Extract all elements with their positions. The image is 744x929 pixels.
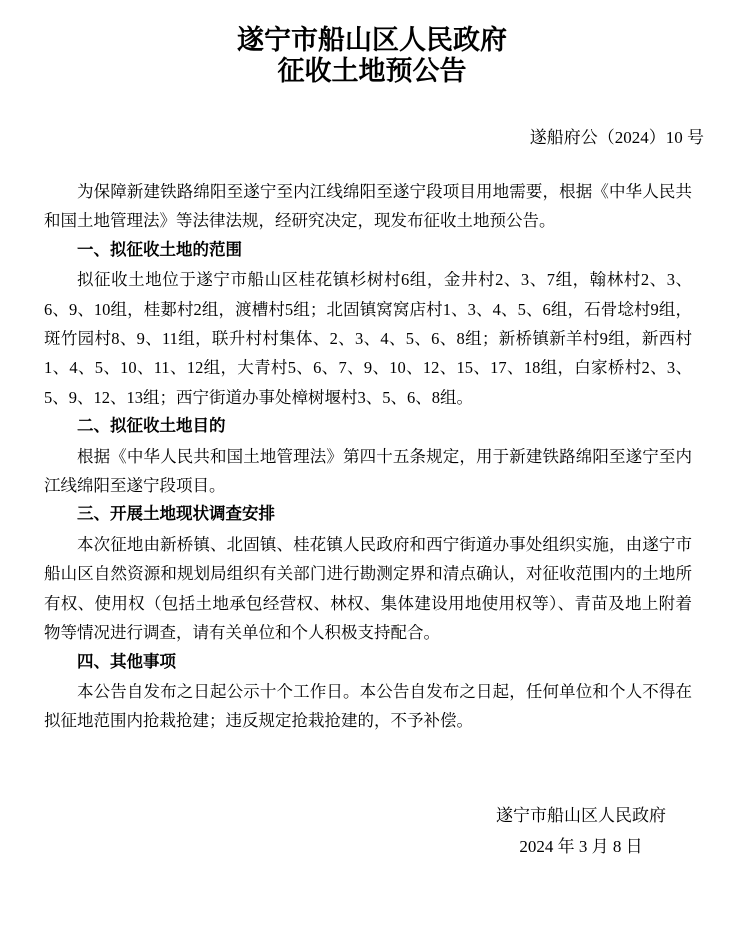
section-heading-scope: 一、拟征收土地的范围 <box>77 240 242 259</box>
document-title-line2: 征收土地预公告 <box>277 56 467 86</box>
signature-date: 2024 年 3 月 8 日 <box>519 836 643 856</box>
paragraph-survey: 本次征地由新桥镇、北固镇、桂花镇人民政府和西宁街道办事处组织实施，由遂宁市船山区自然资源和规划局组织有关部门进行勘测定界和清点确认，对征收范围内的土地所有权、使用权（包括土地承包经营权、林权、集体建设用地使用权等）、青苗及地上附着物等情况进行调查，请有关单位和个人积极支持配合。 <box>44 534 692 643</box>
section-heading-other: 四、其他事项 <box>77 652 176 671</box>
signature-block <box>0 800 744 862</box>
announcement-body <box>0 177 744 736</box>
section-heading-purpose: 二、拟征收土地目的 <box>77 417 226 436</box>
document-title-line1: 遂宁市船山区人民政府 <box>237 25 507 55</box>
signature-issuer: 遂宁市船山区人民政府 <box>496 805 666 825</box>
paragraph-purpose: 根据《中华人民共和国土地管理法》第四十五条规定，用于新建铁路绵阳至遂宁至内江线绵阳至遂宁段项目。 <box>44 446 692 496</box>
paragraph-intro: 为保障新建铁路绵阳至遂宁至内江线绵阳至遂宁段项目用地需要，根据《中华人民共和国土地管理法》等法律法规，经研究决定，现发布征收土地预公告。 <box>44 182 692 231</box>
document-title <box>0 0 744 87</box>
paragraph-other: 本公告自发布之日起公示十个工作日。本公告自发布之日起，任何单位和个人不得在拟征地范围内抢栽抢建；违反规定抢栽抢建的，不予补偿。 <box>44 681 692 731</box>
paragraph-scope: 拟征收土地位于遂宁市船山区桂花镇杉树村6组，金井村2、3、7组，翰林村2、3、6、9、10组，桂郪村2组，渡槽村5组；北固镇窝窝店村1、3、4、5、6组，石骨埝村9组，斑竹园村8、9、11组，联升村村集体、2、3、4、5、6、8组；新桥镇新羊村9组，新西村1、4、5、10、11、12组，大青村5、6、7、9、10、12、15、17、18组，白家桥村2、3、5、9、12、13组；西宁街道办事处樟树堰村3、5、6、8组。 <box>44 270 693 407</box>
section-heading-survey: 三、开展土地现状调查安排 <box>77 505 275 524</box>
document-number: 遂船府公（2024）10 号 <box>529 128 704 147</box>
signature-inner <box>496 800 666 862</box>
